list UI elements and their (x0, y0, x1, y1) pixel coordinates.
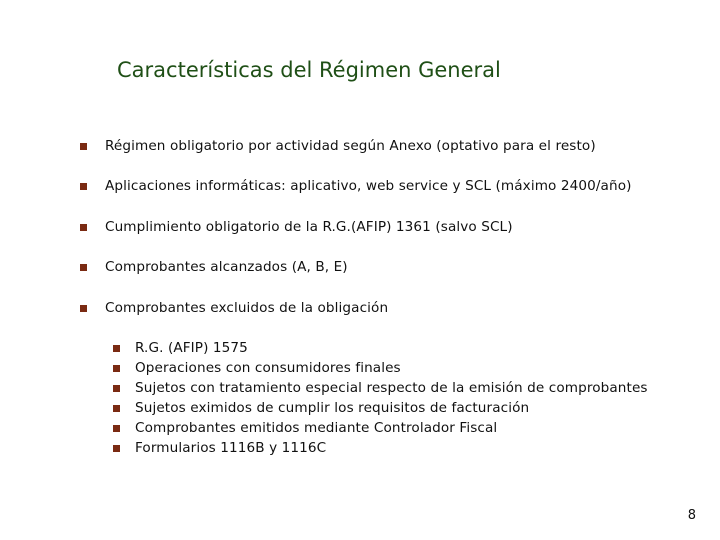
sub-bullet-item (113, 438, 326, 458)
square-bullet-icon (113, 405, 120, 412)
bullet-text: Comprobantes alcanzados (A, B, E) (105, 259, 348, 275)
square-bullet-icon (80, 183, 87, 190)
bullet-item (80, 176, 632, 196)
sub-bullet-item (113, 378, 648, 398)
bullet-text: Comprobantes excluidos de la obligación (105, 300, 389, 316)
bullet-item (80, 298, 388, 318)
sub-bullet-text: Sujetos con tratamiento especial respecto de la emisión de comprobantes (135, 380, 648, 396)
bullet-text: Aplicaciones informáticas: aplicativo, web service y SCL (máximo 2400/año) (105, 178, 632, 194)
slide-title: Características del Régimen General (117, 58, 501, 82)
bullet-item (80, 257, 348, 277)
square-bullet-icon (113, 445, 120, 452)
sub-bullet-text: Sujetos eximidos de cumplir los requisitos de facturación (135, 400, 530, 416)
square-bullet-icon (80, 143, 87, 150)
square-bullet-icon (113, 365, 120, 372)
bullet-text: Régimen obligatorio por actividad según Anexo (optativo para el resto) (105, 138, 596, 154)
bullet-item (80, 136, 596, 156)
square-bullet-icon (113, 425, 120, 432)
square-bullet-icon (80, 305, 87, 312)
bullet-item (80, 217, 513, 237)
square-bullet-icon (113, 345, 120, 352)
sub-bullet-text: Comprobantes emitidos mediante Controlador Fiscal (135, 420, 498, 436)
sub-bullet-text: R.G. (AFIP) 1575 (135, 340, 248, 356)
sub-bullet-item (113, 418, 497, 438)
square-bullet-icon (80, 264, 87, 271)
page-number: 8 (687, 508, 696, 523)
sub-bullet-item (113, 358, 401, 378)
sub-bullet-item (113, 398, 529, 418)
square-bullet-icon (80, 224, 87, 231)
square-bullet-icon (113, 385, 120, 392)
sub-bullet-text: Operaciones con consumidores finales (135, 360, 401, 376)
bullet-text: Cumplimiento obligatorio de la R.G.(AFIP) 1361 (salvo SCL) (105, 219, 513, 235)
sub-bullet-text: Formularios 1116B y 1116C (135, 440, 327, 456)
sub-bullet-item (113, 338, 248, 358)
